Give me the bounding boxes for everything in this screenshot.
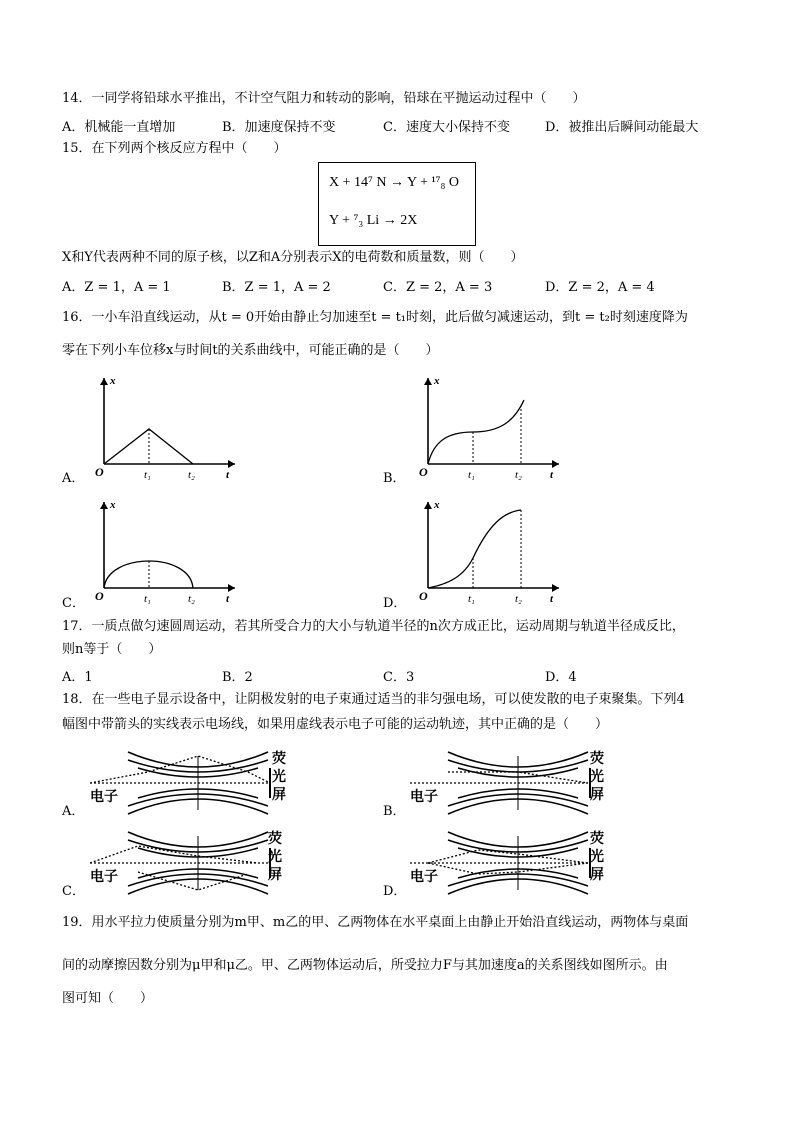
q17-option-d[interactable]: D．4	[545, 670, 577, 685]
q16-stem-line-2: 零在下列小车位移x与时间t的关系曲线中，可能正确的是（ ）	[62, 343, 439, 358]
tick-t1: t₁	[144, 469, 151, 481]
q15-option-c[interactable]: C．Z = 2，A = 3	[383, 280, 493, 295]
axis-label-x: x	[110, 499, 116, 511]
q15-option-b[interactable]: B．Z = 1，A = 2	[222, 280, 331, 295]
axis-label-x: x	[110, 375, 116, 387]
q17-option-c[interactable]: C．3	[383, 670, 415, 685]
q14-stem: 14．一同学将铅球水平推出，不计空气阻力和转动的影响，铅球在平抛运动过程中（ ）	[62, 91, 586, 106]
tick-t2: t₂	[188, 469, 195, 481]
tick-t1: t₁	[468, 469, 475, 481]
electron-label: 电子	[90, 789, 118, 805]
axis-label-t: t	[550, 593, 554, 605]
q16-graph-c[interactable]	[90, 496, 240, 606]
q15-option-a[interactable]: A．Z = 1，A = 1	[62, 280, 171, 295]
q19-stem-line-3: 图可知（ ）	[62, 991, 154, 1006]
q18-stem-line-2: 幅图中带箭头的实线表示电场线，如果用虚线表示电子可能的运动轨迹，其中正确的是（ ）	[62, 717, 609, 732]
tick-t2: t₂	[188, 593, 195, 605]
reaction-equation-2: Y + ⁷₃ Li → 2X	[329, 213, 418, 228]
q16-label-a[interactable]: A．	[62, 471, 85, 486]
q18-label-c[interactable]: C．	[62, 884, 85, 899]
q15-stem: 15．在下列两个核反应方程中（ ）	[62, 141, 287, 156]
axis-label-t: t	[550, 469, 554, 481]
q18-stem-line-1: 18．在一些电子显示设备中，让阴极发射的电子束通过适当的非匀强电场，可以使发散的电子束聚集。下列4	[62, 692, 685, 707]
origin-label: O	[419, 589, 428, 603]
q14-option-a[interactable]: A．机械能一直增加	[62, 120, 176, 135]
reaction-equation-1: X + 14⁷ N → Y + ¹⁷₈ O	[329, 175, 460, 190]
q17-stem-line-2: 则n等于（ ）	[62, 642, 162, 657]
screen-label: 荧 光 屏	[268, 831, 282, 883]
equation-box	[318, 162, 476, 246]
q14-option-b[interactable]: B．加速度保持不变	[222, 120, 336, 135]
screen-label: 荧 光 屏	[272, 751, 286, 803]
q16-label-d[interactable]: D．	[383, 596, 407, 611]
screen-label: 荧 光 屏	[590, 831, 604, 883]
q14-option-c[interactable]: C．速度大小保持不变	[383, 120, 510, 135]
q15-description: X和Y代表两种不同的原子核，以Z和A分别表示X的电荷数和质量数，则（ ）	[62, 250, 524, 265]
q18-label-a[interactable]: A．	[62, 804, 85, 819]
screen-label: 荧 光 屏	[590, 751, 604, 803]
q16-graph-d[interactable]	[414, 496, 564, 606]
origin-label: O	[95, 589, 104, 603]
q16-label-c[interactable]: C．	[62, 596, 85, 611]
electron-label: 电子	[410, 869, 438, 885]
axis-label-t: t	[226, 469, 230, 481]
origin-label: O	[419, 465, 428, 479]
tick-t2: t₂	[515, 593, 522, 605]
axis-label-t: t	[226, 593, 230, 605]
q19-stem-line-1: 19．用水平拉力使质量分别为m甲、m乙的甲、乙两物体在水平桌面上由静止开始沿直线运动，两物体与桌面	[62, 915, 689, 930]
tick-t1: t₁	[144, 593, 151, 605]
q16-graph-b[interactable]	[414, 372, 564, 482]
axis-label-x: x	[434, 499, 440, 511]
q16-graph-a[interactable]	[90, 372, 240, 482]
tick-t1: t₁	[468, 593, 475, 605]
q18-label-b[interactable]: B．	[383, 804, 406, 819]
origin-label: O	[95, 465, 104, 479]
q18-label-d[interactable]: D．	[383, 884, 407, 899]
q16-stem-line-1: 16．一小车沿直线运动，从t = 0开始由静止匀加速至t = t₁时刻，此后做匀减速运动，到t = t₂时刻速度降为	[62, 310, 688, 325]
q17-option-b[interactable]: B．2	[222, 670, 253, 685]
q16-label-b[interactable]: B．	[383, 471, 406, 486]
electron-label: 电子	[90, 869, 118, 885]
q15-option-d[interactable]: D．Z = 2，A = 4	[545, 280, 655, 295]
q19-stem-line-2: 间的动摩擦因数分别为μ甲和μ乙。甲、乙两物体运动后，所受拉力F与其加速度a的关系图线如图所示。由	[62, 958, 668, 973]
q17-option-a[interactable]: A．1	[62, 670, 93, 685]
tick-t2: t₂	[515, 469, 522, 481]
q14-option-d[interactable]: D．被推出后瞬间动能最大	[545, 120, 699, 135]
electron-label: 电子	[410, 789, 438, 805]
axis-label-x: x	[434, 375, 440, 387]
q17-stem-line-1: 17．一质点做匀速圆周运动，若其所受合力的大小与轨道半径的n次方成正比，运动周期与轨道半径成反比，	[62, 619, 685, 634]
